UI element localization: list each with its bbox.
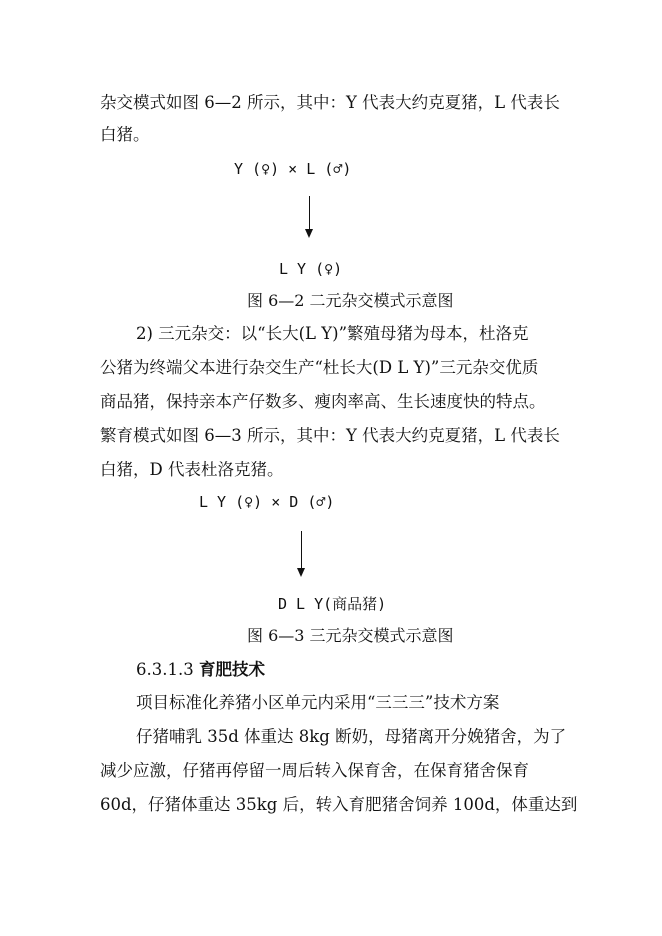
section-heading [136, 659, 265, 681]
diagram1-result: L Y (♀) [279, 260, 343, 278]
diagram2-formula: L Y (♀) × D (♂) [199, 493, 335, 511]
diagram1-formula: Y (♀) × L (♂) [234, 160, 352, 178]
section-number: 6.3.1.3 [136, 660, 194, 679]
para2-line5: 白猪，D 代表杜洛克猪。 [100, 460, 284, 479]
para1-line2: 白猪。 [100, 125, 150, 144]
para1-line1: 杂交模式如图 6—2 所示，其中：Y 代表大约克夏猪，L 代表长 [100, 93, 560, 112]
diagram1-caption: 图 6—2 二元杂交模式示意图 [247, 291, 454, 310]
section-title: 育肥技术 [198, 660, 265, 679]
para3-line3: 减少应激，仔猪再停留一周后转入保育舍，在保育猪舍保育 [100, 761, 529, 780]
para2-line3: 商品猪，保持亲本产仔数多、瘦肉率高、生长速度快的特点。 [100, 392, 546, 411]
para3-line2: 仔猪哺乳 35d 体重达 8kg 断奶，母猪离开分娩猪舍，为了 [136, 727, 567, 746]
para3-line4: 60d，仔猪体重达 35kg 后，转入育肥猪舍饲养 100d，体重达到 [100, 795, 578, 814]
para2-line4: 繁育模式如图 6—3 所示，其中：Y 代表大约克夏猪，L 代表长 [100, 426, 560, 445]
diagram2-caption: 图 6—3 三元杂交模式示意图 [247, 626, 454, 645]
para2-line1: 2) 三元杂交：以“长大(L Y)”繁殖母猪为母本，杜洛克 [136, 324, 529, 343]
para3-line1: 项目标准化养猪小区单元内采用“三三三”技术方案 [136, 693, 500, 712]
para2-line2: 公猪为终端父本进行杂交生产“杜长大(D L Y)”三元杂交优质 [100, 358, 539, 377]
diagram2-result: D L Y(商品猪) [278, 595, 387, 613]
